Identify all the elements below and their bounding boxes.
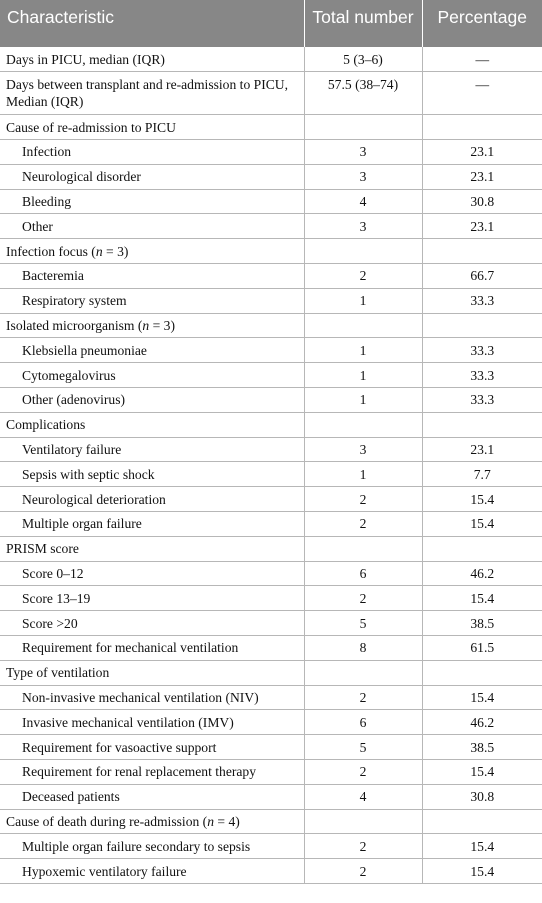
- label-n-symbol: n: [142, 318, 150, 334]
- row-characteristic: Multiple organ failure: [0, 512, 304, 537]
- row-total-number: 5: [304, 611, 422, 636]
- row-percentage: —: [422, 47, 542, 72]
- row-characteristic: Score >20: [0, 611, 304, 636]
- row-percentage: 30.8: [422, 189, 542, 214]
- row-characteristic: Klebsiella pneumoniae: [0, 338, 304, 363]
- label-n-symbol: n: [95, 243, 103, 259]
- row-characteristic: Requirement for renal replacement therapy: [0, 760, 304, 785]
- label-text: = 3): [149, 318, 176, 334]
- row-percentage: 15.4: [422, 760, 542, 785]
- row-characteristic: Complications: [0, 412, 304, 437]
- header-characteristic: Characteristic: [0, 0, 304, 47]
- row-characteristic: Multiple organ failure secondary to sepsis: [0, 834, 304, 859]
- row-characteristic: Other: [0, 214, 304, 239]
- row-total-number: 2: [304, 586, 422, 611]
- row-characteristic: Deceased patients: [0, 784, 304, 809]
- row-characteristic: Score 0–12: [0, 561, 304, 586]
- row-characteristic: Neurological disorder: [0, 164, 304, 189]
- row-percentage: 7.7: [422, 462, 542, 487]
- row-total-number: 57.5 (38–74): [304, 72, 422, 115]
- table-row: [0, 784, 542, 809]
- table-row: [0, 660, 542, 685]
- row-percentage: 23.1: [422, 214, 542, 239]
- row-total-number: 1: [304, 288, 422, 313]
- table-row: [0, 710, 542, 735]
- row-percentage: 33.3: [422, 338, 542, 363]
- row-total-number: 5: [304, 735, 422, 760]
- row-total-number: [304, 412, 422, 437]
- table-row: [0, 47, 542, 72]
- row-percentage: 38.5: [422, 611, 542, 636]
- row-percentage: 33.3: [422, 363, 542, 388]
- table-row: [0, 288, 542, 313]
- row-percentage: [422, 115, 542, 140]
- row-total-number: 4: [304, 189, 422, 214]
- table-row: [0, 834, 542, 859]
- row-total-number: 2: [304, 264, 422, 289]
- table-row: [0, 636, 542, 661]
- row-characteristic: [0, 239, 304, 264]
- row-characteristic: Days in PICU, median (IQR): [0, 47, 304, 72]
- row-total-number: 2: [304, 512, 422, 537]
- row-characteristic: [0, 809, 304, 834]
- row-percentage: [422, 536, 542, 561]
- row-percentage: 46.2: [422, 561, 542, 586]
- row-total-number: [304, 660, 422, 685]
- row-percentage: 61.5: [422, 636, 542, 661]
- row-percentage: 66.7: [422, 264, 542, 289]
- row-percentage: 15.4: [422, 586, 542, 611]
- header-row: [0, 0, 542, 47]
- row-percentage: [422, 412, 542, 437]
- row-characteristic: Days between transplant and re-admission to PICU, Median (IQR): [0, 72, 304, 115]
- label-text: = 4): [214, 814, 240, 829]
- row-characteristic: Infection: [0, 140, 304, 165]
- table-row: [0, 363, 542, 388]
- row-percentage: 23.1: [422, 437, 542, 462]
- row-characteristic: Bleeding: [0, 189, 304, 214]
- row-characteristic: Requirement for mechanical ventilation: [0, 636, 304, 661]
- row-percentage: 15.4: [422, 512, 542, 537]
- header-total-number: Total number: [304, 0, 422, 47]
- row-characteristic: Bacteremia: [0, 264, 304, 289]
- row-characteristic: Sepsis with septic shock: [0, 462, 304, 487]
- table-row: [0, 611, 542, 636]
- row-total-number: 2: [304, 760, 422, 785]
- row-characteristic: Non-invasive mechanical ventilation (NIV): [0, 685, 304, 710]
- table-row: [0, 437, 542, 462]
- row-percentage: 33.3: [422, 288, 542, 313]
- row-total-number: [304, 115, 422, 140]
- label-n-symbol: n: [207, 814, 215, 829]
- row-characteristic: Ventilatory failure: [0, 437, 304, 462]
- table-row: [0, 239, 542, 264]
- row-total-number: 6: [304, 561, 422, 586]
- row-percentage: 23.1: [422, 140, 542, 165]
- row-percentage: —: [422, 72, 542, 115]
- row-percentage: 30.8: [422, 784, 542, 809]
- row-percentage: 15.4: [422, 834, 542, 859]
- row-total-number: [304, 536, 422, 561]
- row-total-number: 2: [304, 834, 422, 859]
- row-percentage: 33.3: [422, 388, 542, 413]
- table-row: [0, 735, 542, 760]
- row-total-number: 3: [304, 437, 422, 462]
- row-total-number: 6: [304, 710, 422, 735]
- table-row: [0, 859, 542, 884]
- row-total-number: 1: [304, 388, 422, 413]
- table-row: [0, 809, 542, 834]
- table-row: [0, 140, 542, 165]
- row-percentage: [422, 809, 542, 834]
- row-total-number: 1: [304, 338, 422, 363]
- row-total-number: 3: [304, 164, 422, 189]
- label-text: Infection focus (: [6, 243, 96, 259]
- row-percentage: 23.1: [422, 164, 542, 189]
- table-row: [0, 412, 542, 437]
- row-percentage: [422, 239, 542, 264]
- table-row: [0, 487, 542, 512]
- table-row: [0, 214, 542, 239]
- row-total-number: [304, 313, 422, 338]
- row-characteristic: Neurological deterioration: [0, 487, 304, 512]
- row-total-number: 1: [304, 363, 422, 388]
- row-percentage: 46.2: [422, 710, 542, 735]
- row-characteristic: [0, 313, 304, 338]
- row-percentage: 15.4: [422, 487, 542, 512]
- row-total-number: 2: [304, 859, 422, 884]
- row-percentage: [422, 313, 542, 338]
- row-total-number: 5 (3–6): [304, 47, 422, 72]
- label-text: Cause of death during re-admission (: [6, 814, 208, 829]
- row-percentage: 15.4: [422, 685, 542, 710]
- table-row: [0, 561, 542, 586]
- table-row: [0, 586, 542, 611]
- table-row: [0, 313, 542, 338]
- table-row: [0, 388, 542, 413]
- row-total-number: 2: [304, 685, 422, 710]
- table-row: [0, 189, 542, 214]
- row-percentage: [422, 660, 542, 685]
- row-characteristic: Hypoxemic ventilatory failure: [0, 859, 304, 884]
- row-total-number: 8: [304, 636, 422, 661]
- row-percentage: 15.4: [422, 859, 542, 884]
- row-total-number: 2: [304, 487, 422, 512]
- row-characteristic: Requirement for vasoactive support: [0, 735, 304, 760]
- table-row: [0, 685, 542, 710]
- row-total-number: 3: [304, 214, 422, 239]
- row-characteristic: Respiratory system: [0, 288, 304, 313]
- table-header: [0, 0, 542, 47]
- row-characteristic: Score 13–19: [0, 586, 304, 611]
- table-row: [0, 115, 542, 140]
- row-total-number: [304, 809, 422, 834]
- row-characteristic: Type of ventilation: [0, 660, 304, 685]
- row-percentage: 38.5: [422, 735, 542, 760]
- row-total-number: 4: [304, 784, 422, 809]
- label-text: = 3): [102, 243, 129, 259]
- header-percentage: Percentage: [422, 0, 542, 47]
- row-characteristic: Cytomegalovirus: [0, 363, 304, 388]
- table-row: [0, 338, 542, 363]
- row-total-number: 3: [304, 140, 422, 165]
- table-row: [0, 72, 542, 115]
- table-row: [0, 462, 542, 487]
- row-characteristic: Cause of re-admission to PICU: [0, 115, 304, 140]
- row-characteristic: Invasive mechanical ventilation (IMV): [0, 710, 304, 735]
- table-row: [0, 264, 542, 289]
- row-characteristic: Other (adenovirus): [0, 388, 304, 413]
- table-body: [0, 47, 542, 884]
- table-row: [0, 512, 542, 537]
- table-row: [0, 760, 542, 785]
- row-total-number: 1: [304, 462, 422, 487]
- table-row: [0, 164, 542, 189]
- row-total-number: [304, 239, 422, 264]
- table-row: [0, 536, 542, 561]
- label-text: Isolated microorganism (: [6, 318, 143, 334]
- row-characteristic: PRISM score: [0, 536, 304, 561]
